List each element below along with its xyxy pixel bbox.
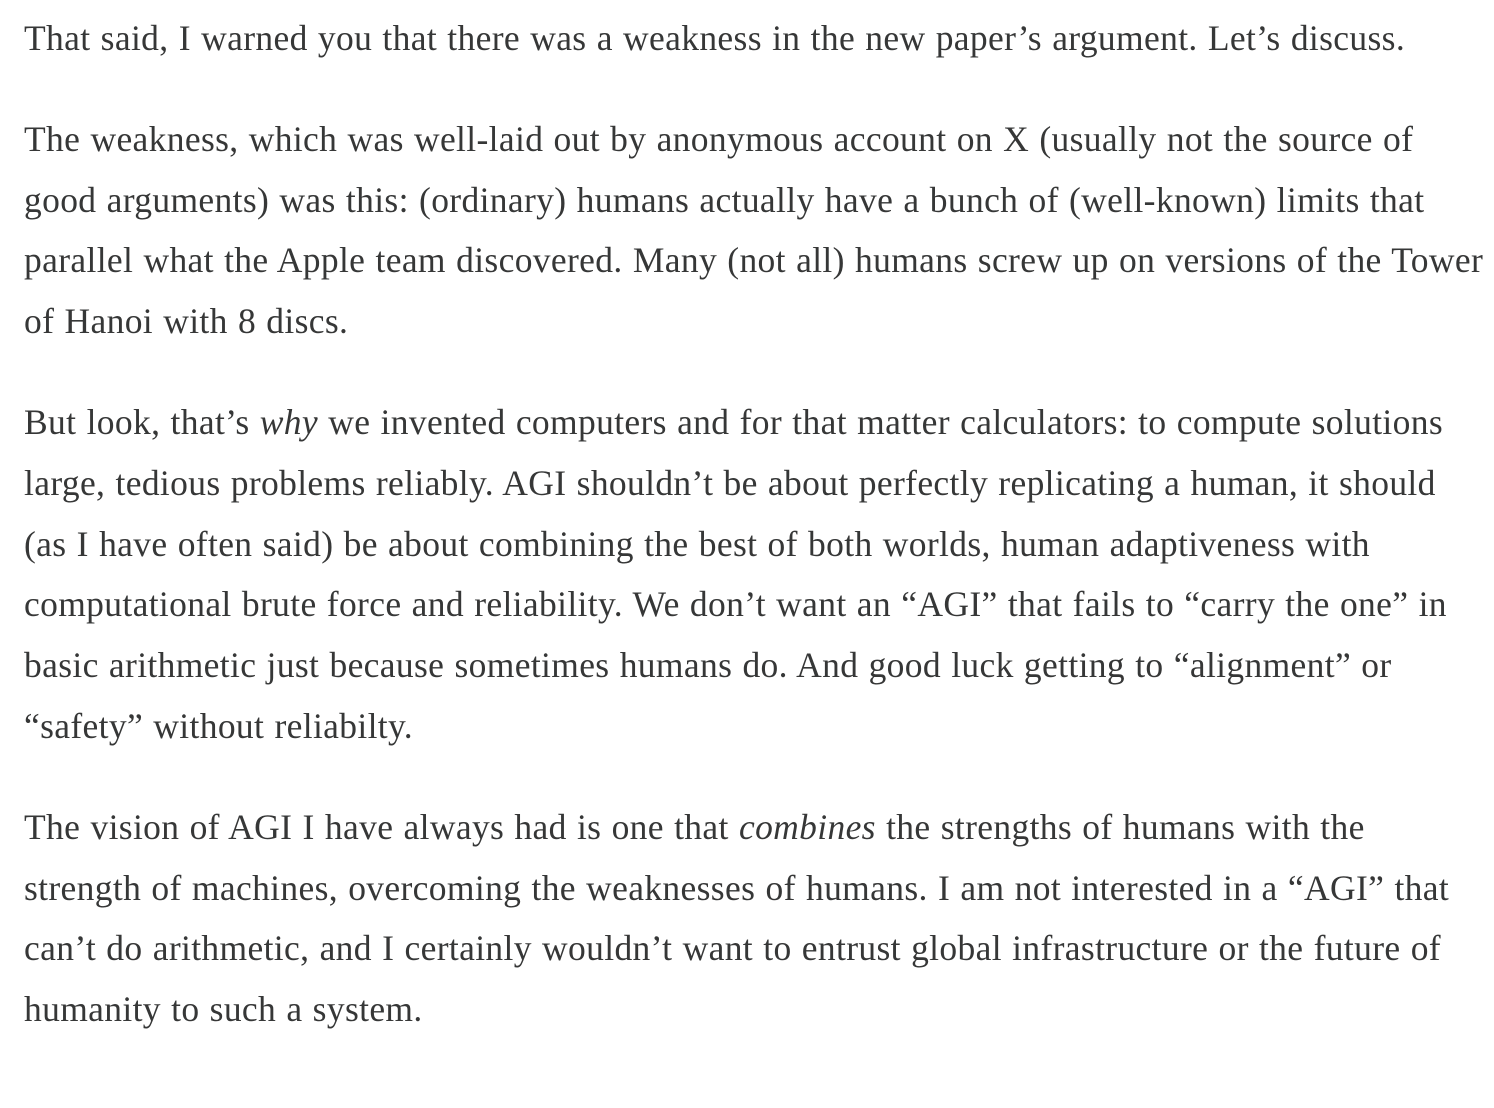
paragraph-text: The weakness, which was well-laid out by anonymous account on X (usually not the source of good arguments) was this: (ordinary) humans actually have a bunch of (well-known) limits that parallel what the Apple team discovered. Many (not all) humans screw up on versions of the Tower of Hanoi with 8 discs.: [24, 118, 1484, 342]
paragraph-weakness-intro: [24, 8, 1484, 69]
paragraph-weakness-explained: [24, 109, 1484, 352]
paragraph-why-computers: [24, 392, 1484, 757]
paragraph-text: That said, I warned you that there was a weakness in the new paper’s argument. Let’s discuss.: [24, 18, 1406, 58]
emphasis-combines: combines: [738, 806, 876, 847]
article-body: [24, 8, 1484, 1040]
paragraph-vision-of-agi: [24, 797, 1484, 1040]
paragraph-text: The vision of AGI I have always had is one that: [24, 806, 739, 847]
paragraph-text: we invented computers and for that matter calculators: to compute solutions large, tedious problems reliably. AGI shouldn’t be about perfectly replicating a human, it should (as I have often said) be about combining the best of both worlds, human adaptiveness with computational brute force and reliability. We don’t want an “AGI” that fails to “carry the one” in basic arithmetic just because sometimes humans do. And good luck getting to “alignment” or “safety” without reliabilty.: [24, 401, 1447, 746]
paragraph-text: the strengths of humans with the strength of machines, overcoming the weaknesses of humans. I am not interested in a “AGI” that can’t do arithmetic, and I certainly wouldn’t want to entrust global infrastructure or the future of humanity to such a system.: [24, 806, 1450, 1030]
paragraph-text: But look, that’s: [24, 401, 260, 442]
emphasis-why: why: [259, 401, 319, 442]
